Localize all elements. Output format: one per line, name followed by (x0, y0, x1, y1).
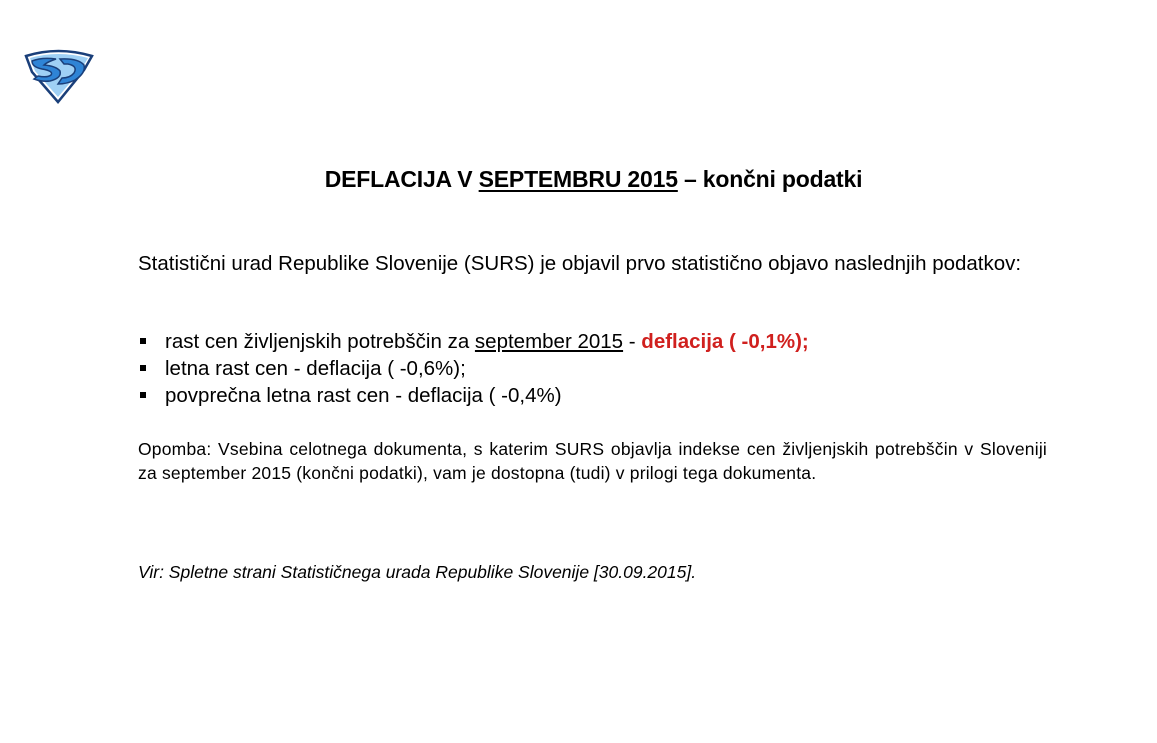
sd-shield-logo-icon (20, 48, 96, 104)
source-line: Vir: Spletne strani Statističnega urada Republike Slovenije [30.09.2015]. (138, 562, 697, 582)
document-title (0, 166, 1157, 193)
bullet-deflation-highlight: deflacija ( -0,1%); (641, 330, 809, 353)
bullet-text: povprečna letna rast cen - deflacija ( -0,4%) (165, 384, 562, 407)
note-paragraph: Opomba: Vsebina celotnega dokumenta, s katerim SURS objavlja indekse cen življenjskih potrebščin v Sloveniji za september 2015 (končni podatki), vam je dostopna (tudi) v prilogi tega dokumenta. (138, 439, 1047, 483)
list-item (138, 355, 1050, 382)
bullet-separator: - (623, 330, 642, 353)
bullet-square-icon (140, 365, 146, 371)
bullet-square-icon (140, 338, 146, 344)
title-month: SEPTEMBRU 2015 (478, 166, 678, 192)
title-suffix: – končni podatki (677, 166, 863, 192)
intro-paragraph: Statistični urad Republike Slovenije (SURS) je objavil prvo statistično objavo naslednjih podatkov: (138, 252, 1022, 275)
list-item (138, 328, 1050, 355)
list-item (138, 382, 1050, 409)
sd-shield-logo (20, 48, 96, 104)
title-prefix: DEFLACIJA V (324, 166, 479, 192)
bullet-text: letna rast cen - deflacija ( -0,6%); (165, 357, 466, 380)
bullet-text: rast cen življenjskih potrebščin za (165, 330, 475, 353)
bullet-square-icon (140, 392, 146, 398)
bullet-month: september 2015 (474, 330, 624, 353)
bullet-list (138, 328, 1050, 409)
